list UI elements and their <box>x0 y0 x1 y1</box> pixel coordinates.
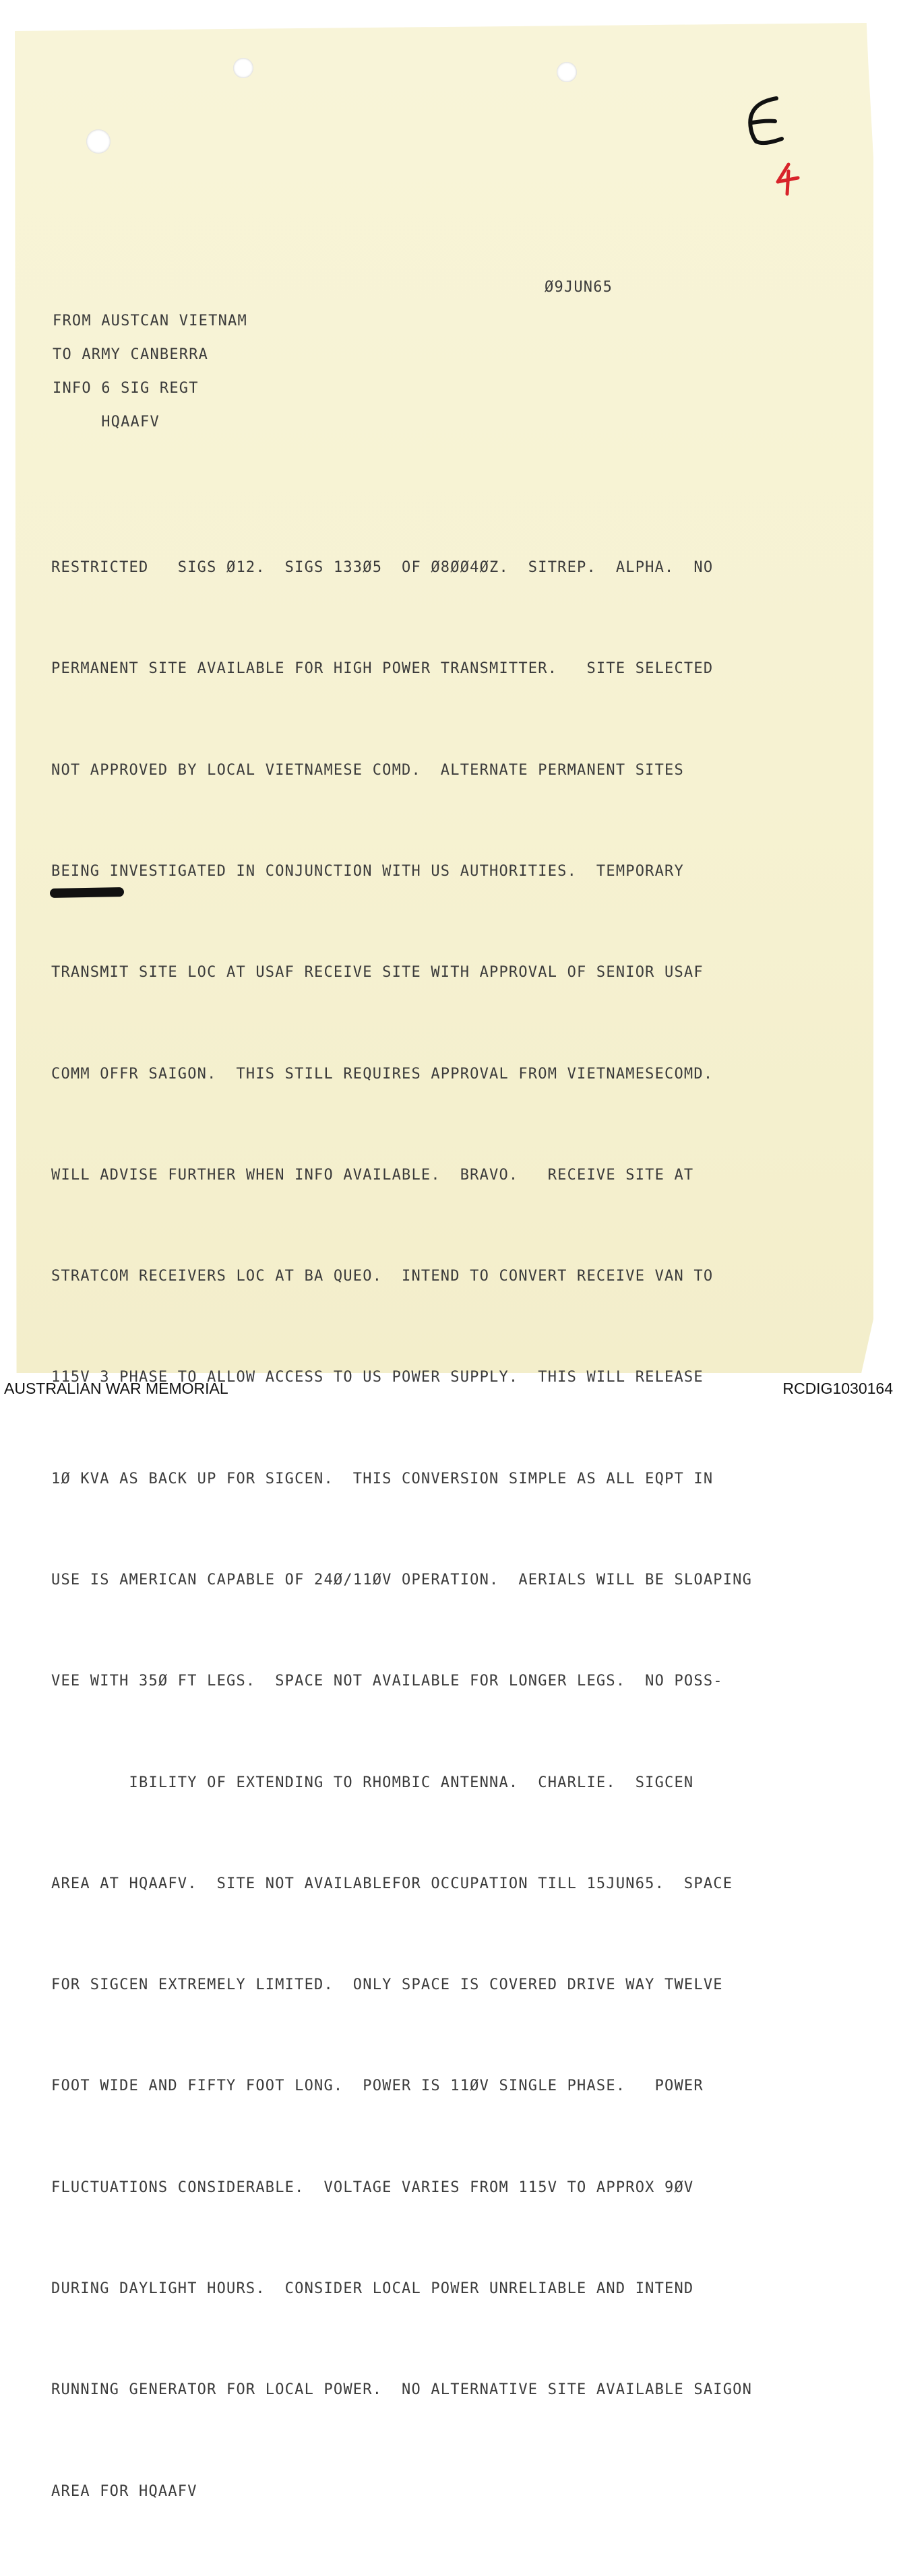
body-line: 115V 3 PHASE TO ALLOW ACCESS TO US POWER SUPPLY. THIS WILL RELEASE <box>51 1369 704 1386</box>
punch-hole-middle-left <box>233 58 253 78</box>
punch-hole-left <box>86 129 111 154</box>
body-line: FOR SIGCEN EXTREMELY LIMITED. ONLY SPACE IS COVERED DRIVE WAY TWELVE <box>51 1976 723 1994</box>
body-line: COMM OFFR SAIGON. THIS STILL REQUIRES APPROVAL FROM VIETNAMESECOMD. <box>51 1065 714 1083</box>
body-line: PERMANENT SITE AVAILABLE FOR HIGH POWER TRANSMITTER. SITE SELECTED <box>51 660 714 678</box>
message-body <box>51 484 819 2576</box>
body-line: IBILITY OF EXTENDING TO RHOMBIC ANTENNA. CHARLIE. SIGCEN <box>51 1774 694 1791</box>
body-line: RESTRICTED SIGS Ø12. SIGS 133Ø5 OF Ø8ØØ4ØZ. SITREP. ALPHA. NO <box>51 559 714 577</box>
body-line: RUNNING GENERATOR FOR LOCAL POWER. NO ALTERNATIVE SITE AVAILABLE SAIGON <box>51 2381 753 2399</box>
body-line: USE IS AMERICAN CAPABLE OF 24Ø/11ØV OPERATION. AERIALS WILL BE SLOAPING <box>51 1572 753 1588</box>
handwritten-e-mark <box>741 94 788 148</box>
body-line: 1Ø KVA AS BACK UP FOR SIGCEN. THIS CONVERSION SIMPLE AS ALL EQPT IN <box>51 1470 714 1487</box>
body-line: NOT APPROVED BY LOCAL VIETNAMESE COMD. ALTERNATE PERMANENT SITES <box>51 761 684 779</box>
body-line: FLUCTUATIONS CONSIDERABLE. VOLTAGE VARIES FROM 115V TO APPROX 9ØV <box>51 2179 694 2196</box>
info-line-2: HQAAFV <box>53 414 160 430</box>
body-line: TRANSMIT SITE LOC AT USAF RECEIVE SITE WITH APPROVAL OF SENIOR USAF <box>51 964 704 981</box>
body-line: FOOT WIDE AND FIFTY FOOT LONG. POWER IS 11ØV SINGLE PHASE. POWER <box>51 2078 704 2095</box>
archive-credit: AUSTRALIAN WAR MEMORIAL <box>4 1380 228 1397</box>
body-line: AREA AT HQAAFV. SITE NOT AVAILABLEFOR OCCUPATION TILL 15JUN65. SPACE <box>51 1875 733 1892</box>
from-line: FROM AUSTCAN VIETNAM <box>53 313 247 329</box>
punch-hole-middle-right <box>557 62 577 82</box>
body-line: STRATCOM RECEIVERS LOC AT BA QUEO. INTEND TO CONVERT RECEIVE VAN TO <box>51 1268 714 1285</box>
body-line: WILL ADVISE FURTHER WHEN INFO AVAILABLE. BRAVO. RECEIVE SITE AT <box>51 1166 694 1184</box>
body-line: VEE WITH 35Ø FT LEGS. SPACE NOT AVAILABLE FOR LONGER LEGS. NO POSS- <box>51 1673 723 1690</box>
body-line: DURING DAYLIGHT HOURS. CONSIDER LOCAL POWER UNRELIABLE AND INTEND <box>51 2280 694 2297</box>
body-line: AREA FOR HQAAFV <box>51 2482 197 2500</box>
message-date: Ø9JUN65 <box>545 279 613 296</box>
redaction-mark <box>50 887 124 898</box>
info-line: INFO 6 SIG REGT <box>53 380 199 397</box>
to-line: TO ARMY CANBERRA <box>53 346 209 363</box>
handwritten-red-4-mark <box>774 162 801 197</box>
body-line: BEING INVESTIGATED IN CONJUNCTION WITH US AUTHORITIES. TEMPORARY <box>51 863 684 880</box>
archive-id: RCDIG1030164 <box>782 1380 893 1397</box>
